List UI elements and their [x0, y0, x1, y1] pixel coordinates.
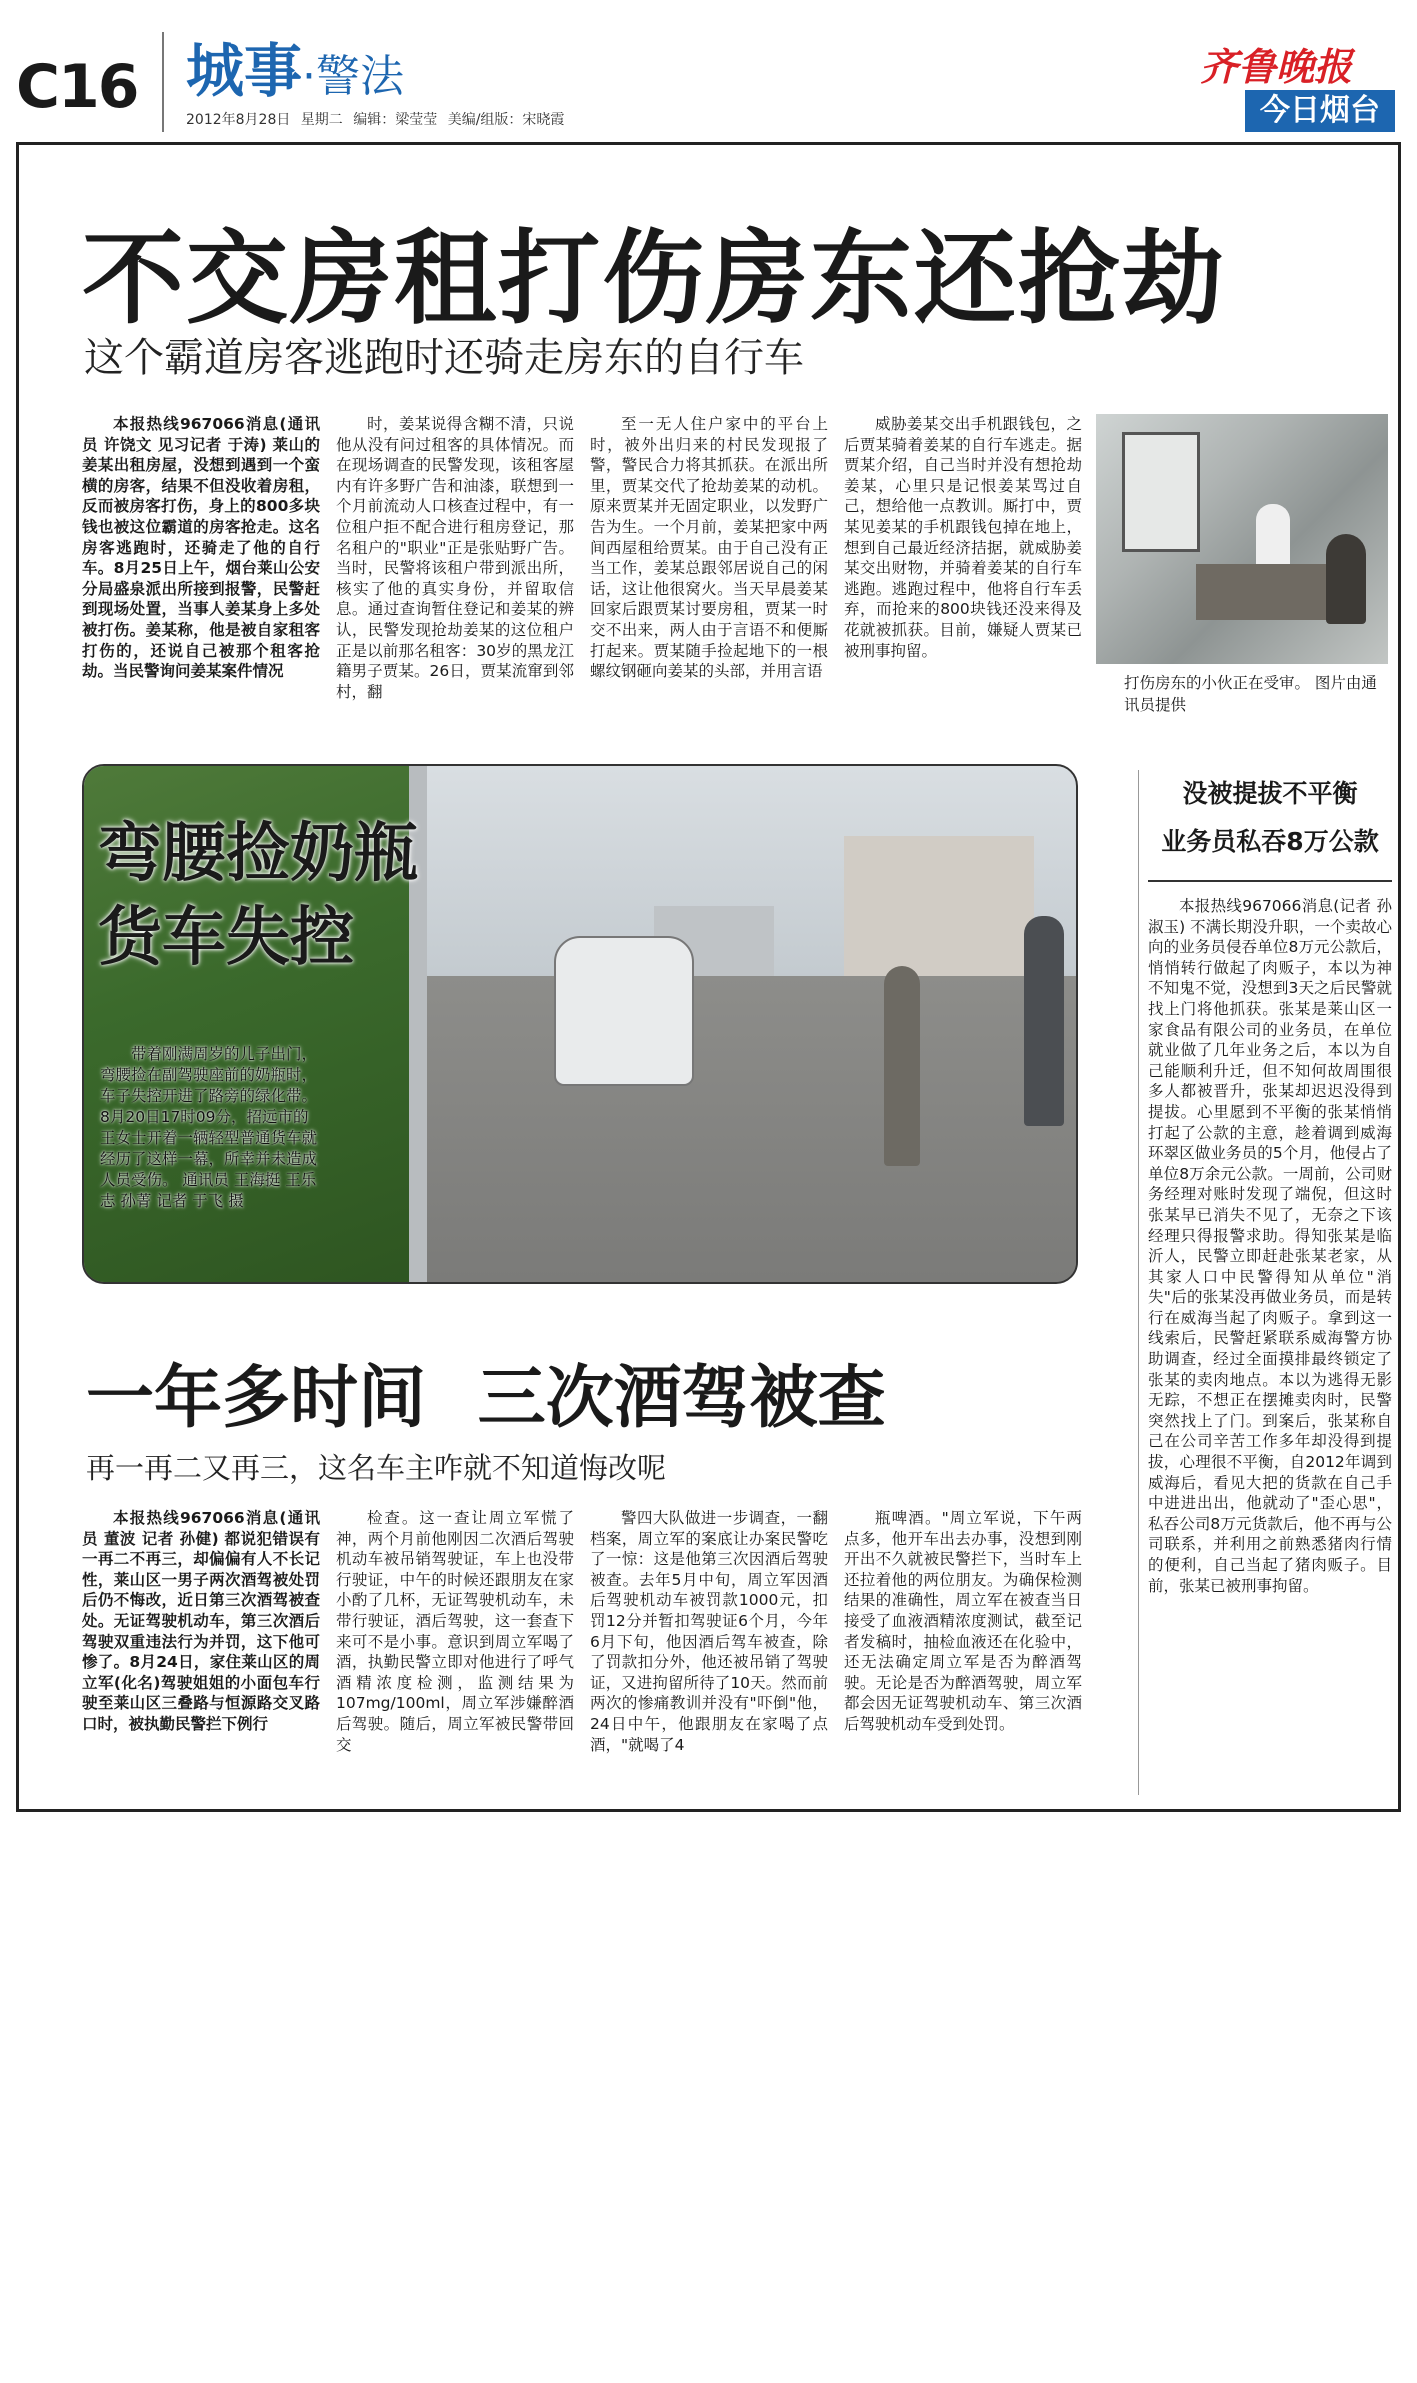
story4-col1 [82, 1508, 320, 1798]
story4-col3 [590, 1508, 828, 1798]
story3-rule [1148, 880, 1392, 882]
photo-window [1122, 432, 1200, 552]
story2-caption: 带着刚满周岁的儿子出门，弯腰捡在副驾驶座前的奶瓶时，车子失控开进了路旁的绿化带。8月20日17时09分，招远市的王女士开着一辆轻型普通货车就经历了这样一幕，所幸并未造成人员受伤。 通讯员 王海挺 王乐志 孙菁 记者 于飞 摄 [100, 1045, 318, 1210]
story4-col2-text: 检查。这一查让周立军慌了神，两个月前他刚因二次酒后驾驶机动车被吊销驾驶证，车上也没带行驶证，中午的时候还跟朋友在家小酌了几杯，无证驾驶机动车，未带行驶证，酒后驾驶，这一套查下来可不是小事。意识到周立军喝了酒，执勤民警立即对他进行了呼气酒精浓度检测，监测结果为107mg/100ml，周立军涉嫌醉酒后驾驶。随后，周立军被民警带回交 [336, 1509, 574, 1754]
story4-headline: 一年多时间 三次酒驾被查 [86, 1359, 886, 1438]
story4-col4-text: 瓶啤酒。"周立军说，下午两点多，他开车出去办事，没想到刚开出不久就被民警拦下，当时车上还拉着他的两位朋友。为确保检测结果的准确性，周立军在被查当日接受了血液酒精浓度测试，截至记者发稿时，抽检血液还在化验中，还无法确定周立军是否为醉酒驾驶。无论是否为醉酒驾驶，周立军都会因无证驾驶机动车、第三次酒后驾驶机动车受到处罚。 [844, 1509, 1082, 1733]
story1-col1 [82, 414, 320, 726]
story4-col4 [844, 1508, 1082, 1798]
story4-col3-text: 警四大队做进一步调查，一翻档案，周立军的案底让办案民警吃了一惊：这是他第三次因酒后驾驶被查。去年5月中旬，周立军因酒后驾驶机动车被罚款1000元，扣罚12分并暂扣驾驶证6个月，今年6月下旬，他因酒后驾车被查，除了罚款扣分外，他还被吊销了驾驶证，又进拘留所待了10天。然而前两次的惨痛教训并没有"吓倒"他，24日中午，他跟朋友在家喝了点酒，"就喝了4 [590, 1509, 828, 1754]
story1-col2-text: 时，姜某说得含糊不清，只说他从没有问过租客的具体情况。而在现场调查的民警发现，该租客屋内有许多野广告和油漆，联想到一个月前流动人口核查过程中，有一位租户拒不配合进行租房登记，那名租户的"职业"正是张贴野广告。当时，民警将该租户带到派出所，核实了他的真实身份，并留取信息。通过查询暂住登记和姜某的辨认，民警发现抢劫姜某的这位租户正是以前那名租客：30岁的黑龙江籍男子贾某。26日，贾某流窜到邻村，翻 [336, 415, 574, 701]
header-divider [162, 32, 164, 132]
photo-van [554, 936, 694, 1086]
story1-headline: 不交房租打伤房东还抢劫 [82, 220, 1226, 339]
story1-col4 [844, 414, 1082, 726]
sidebar-divider [1138, 770, 1139, 1795]
edition-badge: 今日烟台 [1245, 90, 1395, 132]
story3-headline2: 业务员私吞8万公款 [1161, 827, 1379, 856]
photo-suspect [1326, 534, 1366, 624]
date-line: 2012年8月28日 星期二 编辑：梁莹莹 美编/组版：宋晓霞 [186, 112, 565, 128]
story1-deck: 这个霸道房客逃跑时还骑走房东的自行车 [84, 335, 804, 381]
photo-road [414, 976, 1078, 1284]
story2-headline [98, 812, 488, 980]
story1-col3-text: 至一无人住户家中的平台上时，被外出归来的村民发现报了警，警民合力将其抓获。在派出所里，贾某交代了抢劫姜某的动机。原来贾某并无固定职业，以发野广告为生。一个月前，姜某把家中两间西屋租给贾某。由于自己没有正当工作，姜某总跟邻居说自己的闲话，这让他很窝火。当天早晨姜某回家后跟贾某讨要房租，贾某一时交不出来，两人由于言语不和便厮打起来。贾某随手捡起地下的一根螺纹钢砸向姜某的头部，并用言语 [590, 415, 828, 681]
story2-headline-line2: 货车失控 [98, 901, 354, 975]
story1-col2 [336, 414, 574, 726]
section-sub: ·警法 [302, 51, 405, 102]
story1-col4-text: 威胁姜某交出手机跟钱包，之后贾某骑着姜某的自行车逃走。据贾某介绍，自己当时并没有想抢劫姜某，心里只是记恨姜某骂过自己，想给他一点教训。厮打中，贾某见姜某的手机跟钱包掉在地上，想到自己最近经济拮据，就威胁姜某交出财物，并骑着姜某的自行车逃跑。逃跑过程中，他将自行车丢弃，而抢来的800块钱还没来得及花就被抓获。目前，嫌疑人贾某已被刑事拘留。 [844, 415, 1082, 660]
story4-col1-text: 本报热线967066消息(通讯员 董波 记者 孙健) 都说犯错误有一再二不再三，却偏偏有人不长记性，莱山区一男子两次酒驾被处罚后仍不悔改，近日第三次酒驾被查处。无证驾驶机动车，第三次酒后驾驶双重违法行为并罚，这下他可惨了。8月24日，家住莱山区的周立军(化名)驾驶姐姐的小面包车行驶至莱山区三叠路与恒源路交叉路口时，被执勤民警拦下例行 [82, 1509, 320, 1733]
photo-building [844, 836, 1034, 976]
page-number: C16 [16, 52, 138, 122]
story3-sidebar [1148, 770, 1392, 1746]
story3-body: 本报热线967066消息(记者 孙淑玉) 不满长期没升职，一个卖故心向的业务员侵吞单位8万元公款后，悄悄转行做起了肉贩子，本以为神不知鬼不觉，没想到3天之后民警就找上门将他抓获。张某是莱山区一家食品有限公司的业务员，在单位就业做了几年业务之后，本以为自己能顺利升迁，但不知何故周围很多人都被晋升，张某却迟迟没得到提拔。心里愿到不平衡的张某悄悄打起了公款的主意，趁着调到威海环翠区做业务员的5个月，他侵占了单位8万余元公款。一周前，公司财务经理对账时发现了端倪，但这时张某早已消失不见了，无奈之下该经理只得报警求助。得知张某是临沂人，民警立即赶赴张某老家，从其家人口中民警得知从单位"消失"后的张某没再做业务员，而是转行在威海当起了肉贩子。拿到这一线索后，民警赶紧联系威海警方协助调查，经过全面摸排最终锁定了张某的卖肉地点。本以为逃得无影无踪，不想正在摆摊卖肉时，民警突然找上了门。到案后，张某称自己在公司辛苦工作多年却没得到提拔，心理很不平衡，自2012年调到威海后，看见大把的货款在自己手中进进出出，他就动了"歪心思"，私吞公司8万元货款后，他不再与公司联系，并利用之前熟悉猪肉行情的便利，自己当起了猪肉贩子。目前，张某已被刑事拘留。 [1148, 897, 1392, 1595]
story4-col2 [336, 1508, 574, 1798]
story1-col3 [590, 414, 828, 726]
story2-headline-line1: 弯腰捡奶瓶 [98, 817, 418, 891]
story1-photo-caption: 打伤房东的小伙正在受审。 图片由通讯员提供 [1124, 674, 1377, 714]
story3-body-wrap [1148, 896, 1392, 1746]
photo-desk [1196, 564, 1346, 620]
story4-deck: 再一再二又再三，这名车主咋就不知道悔改呢 [86, 1451, 667, 1485]
story3-headline: 没被提拔不平衡 [1182, 779, 1358, 808]
brand-logo: 齐鲁晚报 [1200, 44, 1353, 89]
section-name: 城事 [186, 37, 303, 105]
photo-pedestrian [1024, 916, 1064, 1126]
section-title [186, 24, 404, 108]
interrogation-photo [1096, 414, 1388, 664]
photo-officer [884, 966, 920, 1166]
story1-col1-text: 本报热线967066消息(通讯员 许饶文 见习记者 于涛) 莱山的姜某出租房屋，没想到遇到一个蛮横的房客，结果不但没收着房租，反而被房客打伤，身上的800多块钱也被这位霸道的房客抢走。这名房客逃跑时，还骑走了他的自行车。8月25日上午，烟台莱山公安分局盛泉派出所接到报警，民警赶到现场处置，当事人姜某身上多处被打伤。姜某称，他是被自家租客打伤的，还说自己被那个租客抢劫。当民警询问姜某案件情况 [82, 415, 320, 681]
